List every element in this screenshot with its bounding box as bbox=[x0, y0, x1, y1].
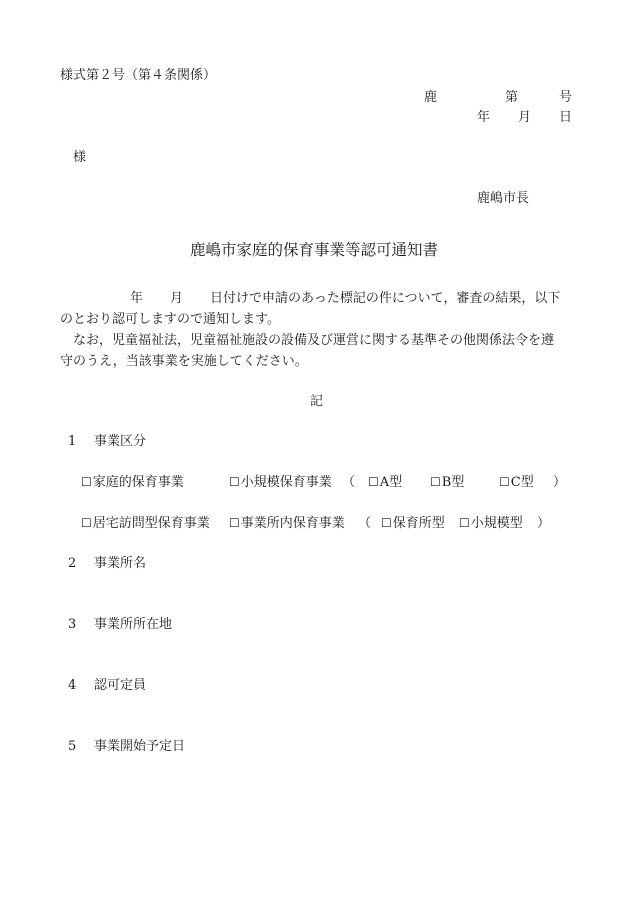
option-label: 家庭的保育事業 bbox=[92, 475, 184, 490]
option-label: A型 bbox=[379, 475, 403, 490]
checkbox-icon[interactable]: ☐ bbox=[459, 516, 470, 530]
date-month: 月 bbox=[518, 110, 532, 125]
checkbox-icon[interactable]: ☐ bbox=[430, 475, 441, 489]
option-label: C型 bbox=[510, 475, 534, 490]
option-label: 保育所型 bbox=[392, 516, 445, 531]
section-label: 事業所所在地 bbox=[94, 617, 173, 632]
option-label: 小規模保育事業 bbox=[240, 475, 332, 490]
section-number: 1 bbox=[68, 434, 77, 449]
body-month: 月 bbox=[170, 291, 184, 306]
section-label: 事業区分 bbox=[94, 434, 147, 449]
date-day: 日 bbox=[559, 110, 573, 125]
open-paren: （ bbox=[358, 516, 372, 531]
close-paren: ） bbox=[537, 516, 551, 531]
checkbox-icon[interactable]: ☐ bbox=[229, 516, 240, 530]
section-label: 事業開始予定日 bbox=[94, 739, 186, 754]
option-label: 事業所内保育事業 bbox=[240, 516, 345, 531]
section-business-category bbox=[68, 435, 146, 448]
section-business-name bbox=[68, 557, 146, 570]
option-workplace[interactable] bbox=[229, 517, 345, 530]
checkbox-icon[interactable]: ☐ bbox=[499, 475, 510, 489]
option-home-visit[interactable] bbox=[81, 517, 210, 530]
body-line-2: のとおり認可しますので通知します。 bbox=[60, 312, 280, 327]
section-number: 4 bbox=[68, 678, 77, 693]
section-number: 5 bbox=[68, 739, 77, 754]
close-paren: ） bbox=[553, 475, 567, 490]
open-paren: （ bbox=[342, 475, 356, 490]
option-label: B型 bbox=[441, 475, 465, 490]
section-start-date bbox=[68, 740, 185, 753]
date-year: 年 bbox=[477, 110, 491, 125]
section-label: 事業所名 bbox=[94, 556, 147, 571]
checkbox-icon[interactable]: ☐ bbox=[381, 516, 392, 530]
checkbox-icon[interactable]: ☐ bbox=[229, 475, 240, 489]
issuer-name: 鹿嶋市長 bbox=[477, 191, 530, 206]
doc-dai: 第 bbox=[505, 90, 519, 105]
checkbox-icon[interactable]: ☐ bbox=[81, 475, 92, 489]
checkbox-icon[interactable]: ☐ bbox=[81, 516, 92, 530]
body-line-1-rest: 日付けで申請のあった標記の件について，審査の結果，以下 bbox=[210, 291, 561, 306]
addressee-suffix: 様 bbox=[73, 150, 87, 165]
document-title: 鹿嶋市家庭的保育事業等認可通知書 bbox=[190, 241, 439, 259]
body-line-4: 守のうえ，当該事業を実施してください。 bbox=[60, 354, 308, 369]
body-year: 年 bbox=[130, 291, 144, 306]
option-home-care[interactable] bbox=[81, 476, 184, 489]
section-label: 認可定員 bbox=[94, 678, 147, 693]
form-number: 様式第２号（第４条関係） bbox=[60, 68, 217, 83]
section-capacity bbox=[68, 679, 146, 692]
option-nursery-type[interactable] bbox=[381, 517, 445, 530]
section-number: 2 bbox=[68, 556, 77, 571]
doc-prefix: 鹿 bbox=[424, 90, 438, 105]
option-small-scale[interactable] bbox=[229, 476, 332, 489]
section-number: 3 bbox=[68, 617, 77, 632]
ki-heading: 記 bbox=[310, 394, 324, 409]
checkbox-icon[interactable]: ☐ bbox=[368, 475, 379, 489]
body-line-3: なお，児童福祉法，児童福祉施設の設備及び運営に関する基準その他関係法令を遵 bbox=[73, 333, 555, 348]
section-business-address bbox=[68, 618, 172, 631]
option-small-type[interactable] bbox=[459, 517, 523, 530]
option-type-c[interactable] bbox=[499, 476, 534, 489]
option-label: 居宅訪問型保育事業 bbox=[92, 516, 210, 531]
option-type-a[interactable] bbox=[368, 476, 402, 489]
option-label: 小規模型 bbox=[470, 516, 523, 531]
body-line-1 bbox=[60, 292, 560, 305]
doc-go: 号 bbox=[559, 90, 573, 105]
option-type-b[interactable] bbox=[430, 476, 464, 489]
